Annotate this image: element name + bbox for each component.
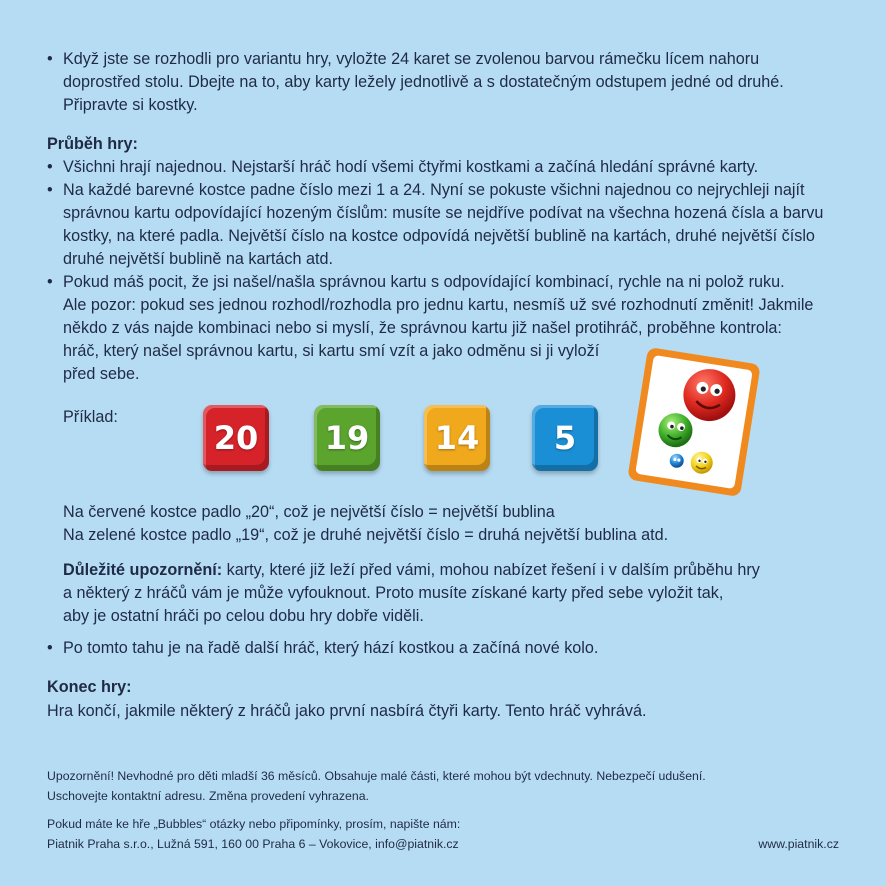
example-line-1: Na červené kostce padlo „20“, což je největší číslo = největší bublina — [63, 503, 555, 521]
intro-line-1: • Když jste se rozhodli pro variantu hry, vyložte 24 karet se zvolenou barvou rámečku lícem nahoru — [63, 48, 759, 71]
end-text: Hra končí, jakmile některý z hráčů jako první nasbírá čtyři karty. Tento hráč vyhrává. — [47, 702, 647, 720]
die-blue — [532, 405, 598, 471]
die-yellow — [424, 405, 490, 471]
important-text: karty, které již leží před vámi, mohou nabízet řešení i v dalším průběhu hry — [222, 561, 760, 579]
die-blue-value: 5 — [532, 405, 598, 471]
footer-warning-1: Upozornění! Nevhodné pro děti mladší 36 měsíců. Obsahuje malé části, které mohou být vdechnuty. Nebezpečí udušení. — [47, 769, 706, 783]
gameplay-heading: Průběh hry: — [47, 135, 138, 153]
important-line-1 — [63, 559, 760, 582]
bubble-card-icon — [625, 345, 763, 500]
example-line-2: Na zelené kostce padlo „19“, což je druhé největší číslo = druhá největší bublina atd. — [63, 526, 669, 544]
gameplay-bullet-2-line-4: druhé největší bublině na kartách atd. — [63, 250, 333, 268]
important-label: Důležité upozornění: — [63, 561, 223, 579]
footer-contact-2: Piatnik Praha s.r.o., Lužná 591, 160 00 Praha 6 – Vokovice, info@piatnik.cz — [47, 837, 459, 851]
intro-line-2: doprostřed stolu. Dbejte na to, aby karty ležely jednotlivě a s dostatečným odstupem jedné od druhé. — [63, 73, 784, 91]
die-green-value: 19 — [314, 405, 380, 471]
gameplay-bullet-1: • Všichni hrají najednou. Nejstarší hráč hodí všemi čtyřmi kostkami a začíná hledání správné karty. — [63, 156, 758, 179]
gameplay-bullet-3-line-1: • Pokud máš pocit, že jsi našel/našla správnou kartu s odpovídající kombinací, rychle na ni polož ruku. — [63, 271, 785, 294]
die-red-value: 20 — [203, 405, 269, 471]
die-red — [203, 405, 269, 471]
footer-warning-2: Uschovejte kontaktní adresu. Změna provedení vyhrazena. — [47, 789, 369, 803]
gameplay-bullet-2-line-1: • Na každé barevné kostce padne číslo mezi 1 a 24. Nyní se pokuste všichni najednou co nejrychleji najít — [63, 179, 804, 202]
important-line-2: a některý z hráčů vám je může vyfouknout. Proto musíte získané karty před sebe vyložit tak, — [63, 584, 724, 602]
gameplay-bullet-2-line-3: kostky, na které padla. Největší číslo na kostce odpovídá největší bublině na kartách, druhé největší číslo — [63, 227, 815, 245]
gameplay-bullet-3-line-3: někdo z vás najde kombinaci nebo si myslí, že správnou kartu již našel protihráč, proběhne kontrola: — [63, 319, 782, 337]
next-turn-bullet: • Po tomto tahu je na řadě další hráč, který hází kostkou a začíná nové kolo. — [63, 637, 598, 660]
example-label: Příklad: — [63, 408, 118, 426]
die-yellow-value: 14 — [424, 405, 490, 471]
gameplay-bullet-3-line-4: hráč, který našel správnou kartu, si kartu smí vzít a jako odměnu si ji vyloží — [63, 342, 600, 360]
end-heading: Konec hry: — [47, 678, 132, 696]
gameplay-bullet-2-line-2: správnou kartu odpovídající hozeným číslům: musíte se nejdříve podívat na všechna hozená čísla a barvu — [63, 204, 824, 222]
gameplay-bullet-3-line-2: Ale pozor: pokud ses jednou rozhodl/rozhodla pro jednu kartu, nesmíš už své rozhodnutí změnit! Jakmile — [63, 296, 814, 314]
bubble-card-illustration — [625, 345, 763, 500]
die-green — [314, 405, 380, 471]
footer-website-link[interactable]: www.piatnik.cz — [758, 837, 839, 851]
footer-contact-1: Pokud máte ke hře „Bubbles“ otázky nebo připomínky, prosím, napište nám: — [47, 817, 461, 831]
gameplay-bullet-3-line-5: před sebe. — [63, 365, 140, 383]
intro-line-3: Připravte si kostky. — [63, 96, 198, 114]
important-line-3: aby je ostatní hráči po celou dobu hry dobře viděli. — [63, 607, 424, 625]
